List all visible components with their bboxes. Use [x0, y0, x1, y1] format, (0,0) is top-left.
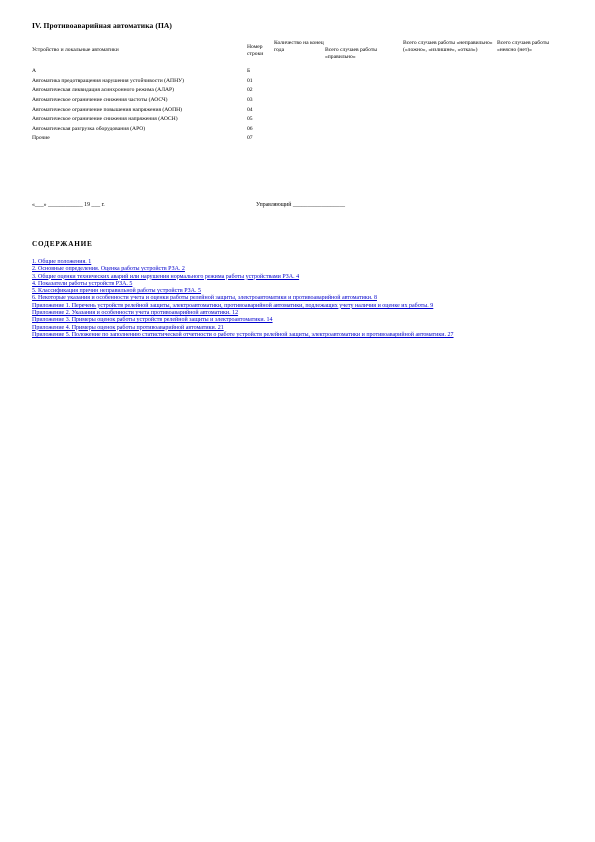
- table-label-row: [32, 60, 562, 75]
- table-row: [32, 132, 562, 142]
- header-incorrect: Всего случаев работы «неправильно» («ложно», «излишне», «отказ»): [403, 40, 493, 53]
- table-row: [32, 84, 562, 94]
- toc-item: [32, 295, 462, 302]
- row-name: Автоматическое ограничение повышения напряжения (АОПН): [32, 106, 183, 113]
- label-b: Б: [247, 68, 251, 75]
- row-code: 07: [247, 135, 253, 142]
- date-line: «___» ____________ 19 ___ г.: [32, 202, 105, 208]
- manager-signature-line: Управляющий __________________: [256, 202, 346, 208]
- table-header-row: [32, 40, 562, 60]
- toc-item: [32, 303, 462, 310]
- toc-item: [32, 274, 462, 281]
- header-correct: Всего случаев работы «правильно»: [325, 47, 378, 60]
- row-name: Автоматика предотвращения нарушения устойчивости (АПНУ): [32, 77, 184, 84]
- toc-item: [32, 317, 462, 324]
- row-code: 03: [247, 96, 253, 103]
- row-code: 06: [247, 125, 253, 132]
- row-name: Автоматическая ликвидация асинхронного режима (АЛАР): [32, 87, 175, 94]
- header-unclear: Всего случаев работы «неясно (нет)»: [497, 40, 550, 53]
- toc-link[interactable]: Приложение 4. Примеры оценок работы противоаварийной автоматики. 21: [32, 324, 224, 331]
- toc-link[interactable]: 5. Классификация причин неправильной работы устройств РЗА. 5: [32, 288, 201, 295]
- toc-item: [32, 325, 462, 332]
- toc-item: [32, 332, 462, 339]
- toc-link[interactable]: Приложение 3. Примеры оценок работы устройств релейной защиты и электроавтоматики. 14: [32, 317, 273, 324]
- row-name: Прочие: [32, 135, 50, 142]
- header-quantity: Количество на конец года: [274, 40, 324, 53]
- label-a: А: [32, 68, 37, 75]
- table-row: [32, 94, 562, 104]
- toc-link[interactable]: Приложение 2. Указания и особенности учета противоаварийной автоматики. 12: [32, 310, 239, 317]
- row-code: 02: [247, 87, 253, 94]
- table-row: [32, 104, 562, 114]
- table-row: [32, 113, 562, 123]
- header-line-number: Номер строки: [247, 44, 264, 57]
- toc-link[interactable]: 4. Показатели работы устройств РЗА. 5: [32, 280, 133, 287]
- toc-item: [32, 266, 462, 273]
- row-code: 05: [247, 116, 253, 123]
- pa-statistics-table: [32, 40, 562, 142]
- row-name: Автоматическая разгрузка оборудования (АРО): [32, 125, 146, 132]
- toc-link[interactable]: 1. Общие положения. 1: [32, 259, 92, 265]
- toc-link[interactable]: Приложение 5. Положение по заполнению статистической отчетности о работе устройств релейной защиты, электроавтоматики и противоаварийной автоматики. 27: [32, 331, 454, 338]
- contents-title: СОДЕРЖАНИЕ: [32, 240, 93, 248]
- row-name: Автоматическое ограничение снижения напряжения (АОСН): [32, 116, 178, 123]
- row-name: Автоматическое ограничение снижения частоты (АОСЧ): [32, 96, 168, 103]
- toc-link[interactable]: Приложение 1. Перечень устройств релейной защиты, электроавтоматики, противоаварийной автоматики, подлежащих учету наличия и оценке их работы. 9: [32, 302, 434, 309]
- table-of-contents: [32, 259, 462, 339]
- row-code: 01: [247, 77, 253, 84]
- table-row: [32, 75, 562, 85]
- row-code: 04: [247, 106, 253, 113]
- toc-link[interactable]: 3. Общие оценки технических аварий или нарушения нормального режима работы устройствами РЗА. 4: [32, 273, 300, 280]
- header-device: Устройство и локальные автоматики: [32, 47, 119, 53]
- toc-link[interactable]: 6. Некоторые указания и особенности учета и оценки работы релейной защиты, электроавтоматики и противоаварийной автоматики. 8: [32, 295, 377, 302]
- toc-link[interactable]: 2. Основные определения. Оценка работы устройств РЗА. 2: [32, 266, 185, 273]
- table-row: [32, 123, 562, 133]
- section-title: IV. Противоаварийная автоматика (ПА): [32, 21, 172, 30]
